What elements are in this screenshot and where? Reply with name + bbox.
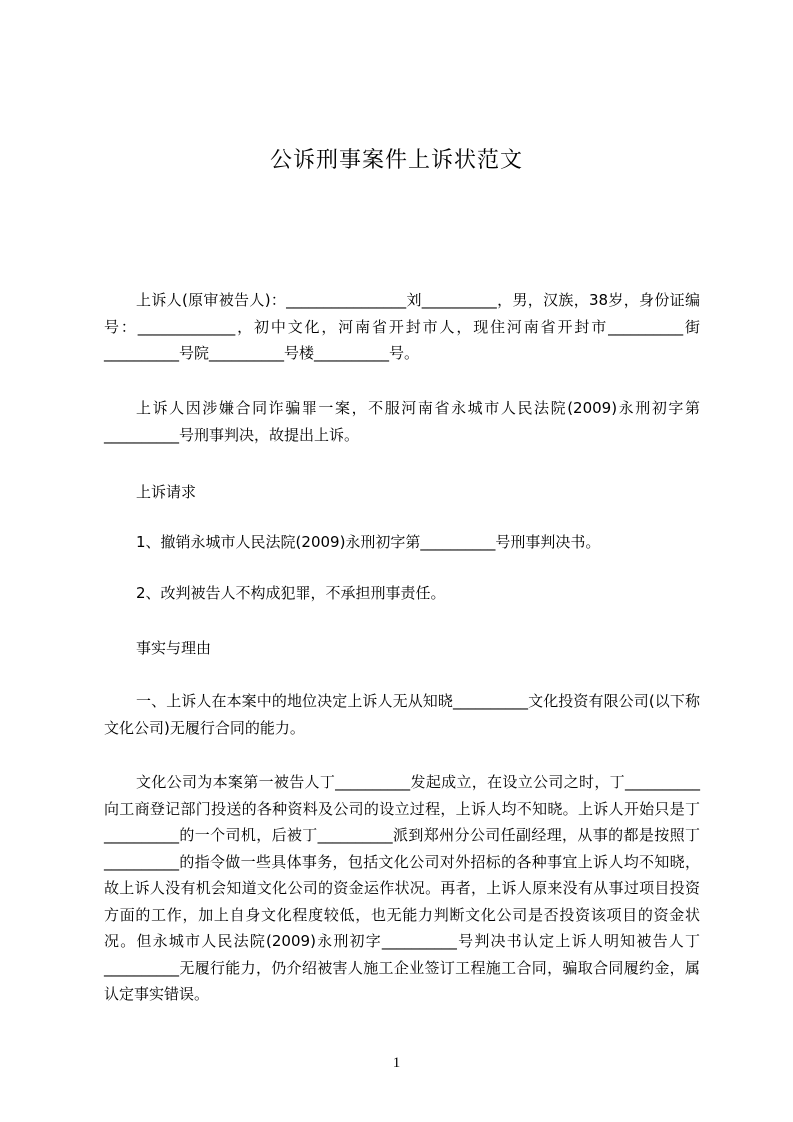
appellant-info-text: 上诉人(原审被告人)：________________刘__________，男，汉族，38岁，身份证编号：_____________，初中文化，河南省开封市人，现住河南省开封市__________街__________号院__________号楼__________号。: [104, 291, 700, 362]
fact-paragraph-1: [104, 769, 700, 1008]
fact-heading-1-paragraph: [104, 688, 700, 741]
document-title: 公诉刑事案件上诉状范文: [269, 148, 523, 173]
section-heading-facts: 事实与理由: [136, 639, 212, 657]
fact-heading-1-text: 一、上诉人在本案中的地位决定上诉人无从知晓__________文化投资有限公司(以下称文化公司)无履行合同的能力。: [104, 692, 700, 737]
appeal-reason-paragraph: [104, 395, 700, 448]
appellant-info-paragraph: [104, 287, 700, 367]
request-item-1: 1、撤销永城市人民法院(2009)永刑初字第__________号刑事判决书。: [136, 533, 601, 551]
appeal-reason-text: 上诉人因涉嫌合同诈骗罪一案，不服河南省永城市人民法院(2009)永刑初字第__________号刑事判决，故提出上诉。: [104, 399, 700, 444]
fact-paragraph-1-text: 文化公司为本案第一被告人丁__________发起成立，在设立公司之时，丁__________向工商登记部门投送的各种资料及公司的设立过程，上诉人均不知晓。上诉人开始只是丁__________的一个司机，后被丁__________派到郑州分公司任副经理，从事的都是按照丁__________的指令做一些具体事务，包括文化公司对外招标的各种事宜上诉人均不知晓，故上诉人没有机会知道文化公司的资金运作状况。再者，上诉人原来没有从事过项目投资方面的工作，加上自身文化程度较低，也无能力判断文化公司是否投资该项目的资金状况。但永城市人民法院(2009)永刑初字__________号判决书认定上诉人明知被告人丁__________无履行能力，仍介绍被害人施工企业签订工程施工合同，骗取合同履约金，属认定事实错误。: [104, 773, 700, 1003]
page-number: 1: [392, 1055, 401, 1071]
request-item-2: 2、改判被告人不构成犯罪，不承担刑事责任。: [136, 584, 446, 602]
section-heading-request: 上诉请求: [136, 483, 197, 501]
